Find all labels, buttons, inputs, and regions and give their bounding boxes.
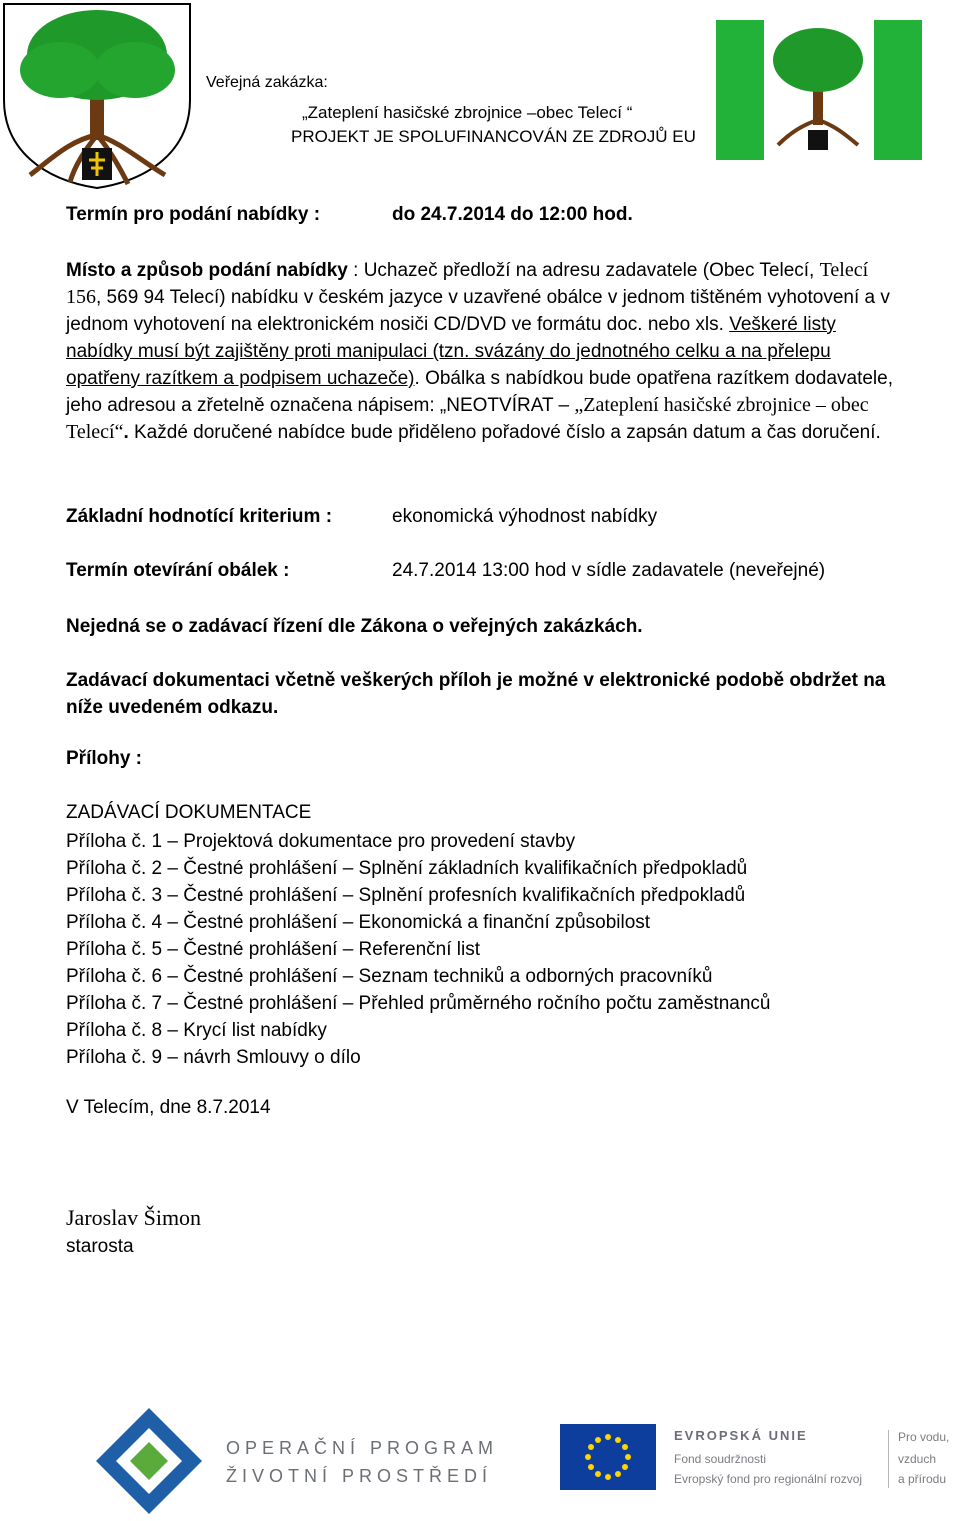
place-date: V Telecím, dne 8.7.2014 (66, 1097, 271, 1118)
criterion-label: Základní hodnotící kriterium : (66, 506, 333, 527)
list-item: Příloha č. 1 – Projektová dokumentace pro provedení stavby (66, 831, 576, 852)
submission-text-4: Každé doručené nabídce bude přiděleno pořadové číslo a zapsán datum a čas doručení. (128, 422, 881, 443)
footer-divider (888, 1430, 889, 1488)
list-item: Příloha č. 7 – Čestné prohlášení – Přehled průměrného ročního počtu zaměstnanců (66, 993, 771, 1014)
municipal-flag-logo (716, 20, 922, 160)
op-line-2: ŽIVOTNÍ PROSTŘEDÍ (226, 1466, 493, 1486)
notice-documentation: Zadávací dokumentaci včetně veškerých příloh je možné v elektronické podobě obdržet na níže uvedeném odkazu. (66, 670, 886, 718)
signature-name: Jaroslav Šimon (66, 1205, 202, 1230)
submission-paragraph (66, 257, 906, 446)
list-item: Příloha č. 8 – Krycí list nabídky (66, 1020, 327, 1041)
eu-line-3: Evropský fond pro regionální rozvoj (674, 1472, 863, 1486)
attachments-list (66, 828, 770, 1071)
submission-dot: . (123, 422, 129, 443)
notice-not-procurement: Nejedná se o zadávací řízení dle Zákona o veřejných zakázkách. (66, 616, 643, 637)
motto-line-2: vzduch (898, 1452, 937, 1466)
list-item: Příloha č. 6 – Čestné prohlášení – Seznam techniků a odborných pracovníků (66, 966, 713, 987)
opening-label: Termín otevírání obálek : (66, 560, 290, 581)
list-item: Příloha č. 4 – Čestné prohlášení – Ekonomická a finanční způsobilost (66, 912, 651, 933)
header-eu-note: PROJEKT JE SPOLUFINANCOVÁN ZE ZDROJŮ EU (291, 127, 696, 146)
list-item: Příloha č. 2 – Čestné prohlášení – Splnění základních kvalifikačních předpokladů (66, 858, 748, 879)
submission-text-3: . Obálka s nabídkou bude opatřena razítkem dodavatele, jeho adresou a zřetelně označena nápisem: „NEOTVÍRAT – (66, 368, 893, 416)
deadline-label: Termín pro podání nabídky : (66, 204, 321, 225)
submission-address-serif: Telecí 156 (66, 259, 869, 308)
coat-of-arms-logo (0, 0, 196, 192)
submission-project-title: „Zateplení hasičské zbrojnice – obec Telecí“ (66, 394, 869, 443)
motto-line-3: a přírodu (898, 1472, 947, 1486)
list-item: Příloha č. 3 – Čestné prohlášení – Splnění profesních kvalifikačních předpokladů (66, 885, 746, 906)
submission-underlined: Veškeré listy nabídky musí být zajištěny proti manipulaci (tzn. svázány do jednotného celku a na přelepu opatřeny razítkem a podpisem uchazeče) (66, 314, 836, 389)
eu-line-1: EVROPSKÁ UNIE (674, 1428, 808, 1443)
header-label: Veřejná zakázka: (206, 74, 328, 91)
header-project-title: „Zateplení hasičské zbrojnice –obec Telecí “ (302, 103, 633, 122)
attachments-heading: Přílohy : (66, 748, 143, 769)
op-line-1: OPERAČNÍ PROGRAM (226, 1438, 499, 1458)
op-environment-logo (94, 1406, 204, 1516)
signature-role: starosta (66, 1236, 134, 1257)
submission-text-2: , 569 94 Telecí) nabídku v českém jazyce v uzavřené obálce v jednom tištěném vyhotovení a v jednom vyhotovení na elektronickém nosiči CD/DVD ve formátu doc. nebo xls. (66, 287, 890, 335)
motto-line-1: Pro vodu, (898, 1430, 950, 1444)
criterion-value: ekonomická výhodnost nabídky (392, 506, 658, 527)
list-item: Příloha č. 5 – Čestné prohlášení – Referenční list (66, 939, 481, 960)
list-item: Příloha č. 9 – návrh Smlouvy o dílo (66, 1047, 361, 1068)
opening-value: 24.7.2014 13:00 hod v sídle zadavatele (neveřejné) (392, 560, 826, 581)
attachments-section-title: ZADÁVACÍ DOKUMENTACE (66, 802, 312, 823)
submission-text-1: : Uchazeč předloží na adresu zadavatele (Obec Telecí, (347, 260, 820, 281)
submission-label: Místo a způsob podání nabídky (66, 260, 348, 281)
deadline-value: do 24.7.2014 do 12:00 hod. (392, 204, 633, 225)
eu-line-2: Fond soudržnosti (674, 1452, 767, 1466)
eu-flag-icon (560, 1424, 656, 1490)
